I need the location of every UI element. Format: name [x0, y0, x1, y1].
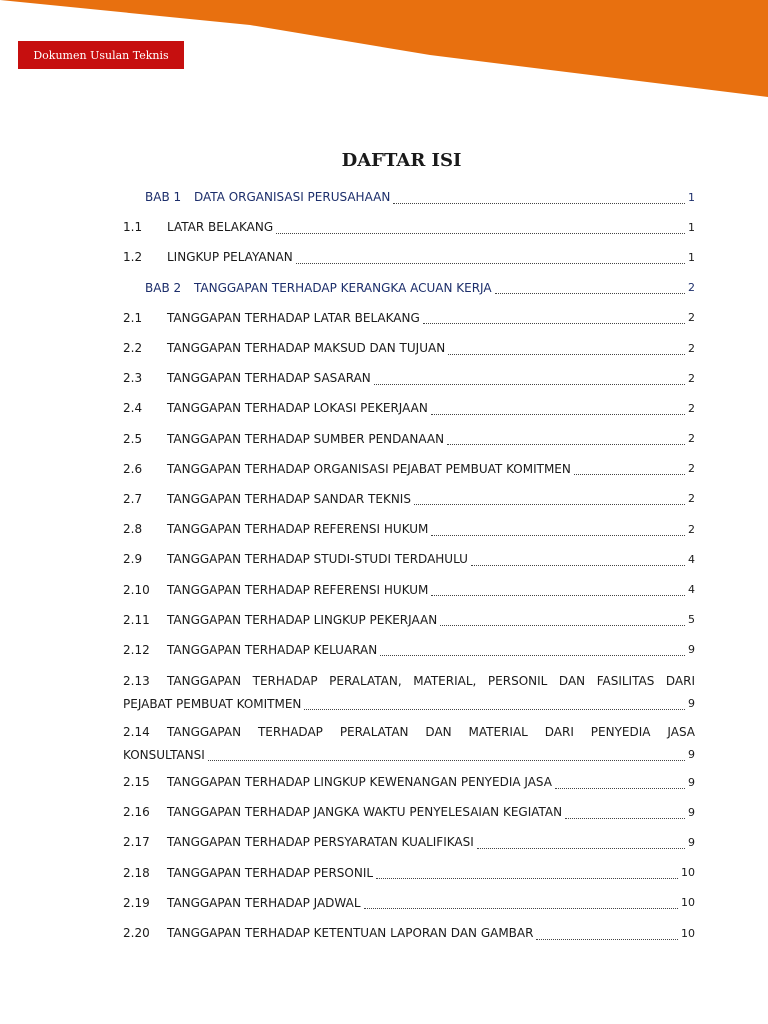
toc-entry-title: LINGKUP PELAYANAN	[167, 250, 293, 265]
toc-entry-title: TANGGAPAN TERHADAP LINGKUP PEKERJAAN	[167, 612, 438, 627]
dot-leader	[471, 555, 685, 566]
page-title: DAFTAR ISI	[341, 150, 462, 171]
toc-entry-title: TANGGAPAN TERHADAP JADWAL	[167, 895, 361, 910]
toc-entry[interactable]	[123, 605, 695, 635]
toc-entry-number: 2.3	[123, 371, 143, 386]
toc-entry-title: TANGGAPAN TERHADAP LOKASI PEKERJAAN	[167, 401, 428, 416]
toc-page-number: 2	[688, 341, 695, 355]
toc-entry-number: 2.11	[123, 612, 150, 627]
dot-leader	[565, 808, 685, 819]
dot-leader	[414, 494, 685, 505]
toc-entry[interactable]	[123, 303, 695, 333]
toc-entry[interactable]	[123, 767, 695, 797]
toc-chapter-entry[interactable]	[123, 182, 695, 212]
dot-leader	[574, 464, 685, 475]
toc-entry-title: TANGGAPAN TERHADAP REFERENSI HUKUM	[167, 582, 429, 597]
toc-page-number: 2	[688, 281, 695, 295]
toc-page-number: 2	[688, 401, 695, 415]
toc-entry-number: 1.2	[123, 250, 143, 265]
toc-entry[interactable]	[123, 454, 695, 484]
toc-entry-title-continued: KONSULTANSI	[123, 747, 205, 762]
toc-entry-title: TANGGAPAN TERHADAP PERALATAN DAN MATERIAL DARI PENYEDIA JASA	[167, 724, 695, 739]
toc-page-number: 9	[688, 643, 695, 657]
toc-page-number: 9	[688, 697, 695, 710]
dot-leader	[555, 778, 685, 789]
dot-leader	[536, 929, 678, 940]
toc-entry-number: 2.17	[123, 835, 150, 850]
dot-leader	[431, 404, 685, 415]
dot-leader	[431, 525, 685, 536]
toc-entry-number: 2.19	[123, 895, 150, 910]
toc-entry[interactable]	[123, 242, 695, 272]
toc-entry-line	[123, 692, 695, 715]
toc-page-number: 10	[681, 926, 695, 940]
toc-page-number: 2	[688, 522, 695, 536]
toc-entry-title: TANGGAPAN TERHADAP LATAR BELAKANG	[167, 310, 420, 325]
toc-entry-title: TANGGAPAN TERHADAP REFERENSI HUKUM	[167, 522, 429, 537]
toc-entry[interactable]	[123, 333, 695, 363]
toc-entry-title: TANGGAPAN TERHADAP KERANGKA ACUAN KERJA	[194, 280, 492, 295]
toc-entry[interactable]	[123, 484, 695, 514]
toc-entry[interactable]	[123, 858, 695, 888]
toc-page-number: 4	[688, 552, 695, 566]
dot-leader	[423, 313, 685, 324]
toc-entry[interactable]	[123, 544, 695, 574]
toc-entry[interactable]	[123, 212, 695, 242]
toc-entry-number: 2.7	[123, 491, 143, 506]
dot-leader	[296, 253, 685, 264]
toc-entry[interactable]	[123, 363, 695, 393]
toc-entry-number: 2.12	[123, 642, 150, 657]
toc-entry-number: 2.8	[123, 522, 143, 537]
toc-page-number: 2	[688, 311, 695, 325]
toc-entry-number: 2.20	[123, 926, 150, 941]
toc-entry-title: TANGGAPAN TERHADAP LINGKUP KEWENANGAN PENYEDIA JASA	[167, 775, 552, 790]
toc-entry-line	[123, 669, 695, 692]
toc-page-number: 9	[688, 775, 695, 789]
toc-entry-number: 1.1	[123, 220, 143, 235]
toc-entry-number: 2.13	[123, 673, 150, 688]
toc-page-number: 9	[688, 805, 695, 819]
toc-page-number: 2	[688, 462, 695, 476]
toc-entry-title: DATA ORGANISASI PERUSAHAAN	[194, 190, 391, 205]
dot-leader	[440, 615, 685, 626]
toc-entry-title: TANGGAPAN TERHADAP JANGKA WAKTU PENYELESAIAN KEGIATAN	[167, 805, 563, 820]
toc-entry[interactable]	[123, 424, 695, 454]
table-of-contents	[123, 182, 695, 948]
toc-entry-title: TANGGAPAN TERHADAP KELUARAN	[167, 642, 378, 657]
toc-page-number: 4	[688, 583, 695, 597]
toc-entry-number: 2.2	[123, 341, 143, 356]
dot-leader	[364, 898, 678, 909]
toc-page-number: 5	[688, 613, 695, 627]
toc-entry-line	[123, 720, 695, 743]
toc-entry-number: 2.18	[123, 865, 150, 880]
toc-page-number: 2	[688, 371, 695, 385]
document-tag: Dokumen Usulan Teknis	[18, 41, 184, 69]
dot-leader	[374, 374, 685, 385]
toc-entry-number: 2.16	[123, 805, 150, 820]
toc-page-number: 2	[688, 432, 695, 446]
dot-leader	[495, 283, 685, 294]
toc-entry-title: TANGGAPAN TERHADAP PERSONIL	[167, 865, 374, 880]
toc-entry[interactable]	[123, 888, 695, 918]
toc-entry[interactable]	[123, 635, 695, 665]
toc-page-number: 2	[688, 492, 695, 506]
toc-page-number: 1	[688, 250, 695, 264]
toc-page-number: 1	[688, 190, 695, 204]
toc-entry[interactable]	[123, 393, 695, 423]
toc-page-number: 10	[681, 896, 695, 910]
toc-entry-title: TANGGAPAN TERHADAP ORGANISASI PEJABAT PEMBUAT KOMITMEN	[167, 461, 571, 476]
toc-entry-title: TANGGAPAN TERHADAP KETENTUAN LAPORAN DAN GAMBAR	[167, 926, 534, 941]
toc-entry-number: 2.6	[123, 461, 143, 476]
toc-entry-title: TANGGAPAN TERHADAP PERALATAN, MATERIAL, PERSONIL DAN FASILITAS DARI	[167, 673, 695, 688]
toc-entry[interactable]	[123, 797, 695, 827]
toc-entry[interactable]	[123, 665, 695, 716]
toc-chapter-entry[interactable]	[123, 273, 695, 303]
dot-leader	[380, 645, 685, 656]
toc-entry-number: 2.9	[123, 552, 143, 567]
dot-leader	[376, 868, 678, 879]
toc-entry-number: BAB 1	[145, 190, 182, 205]
toc-entry-title: TANGGAPAN TERHADAP SUMBER PENDANAAN	[167, 431, 445, 446]
toc-entry-title: TANGGAPAN TERHADAP PERSYARATAN KUALIFIKASI	[167, 835, 474, 850]
dot-leader	[477, 838, 685, 849]
toc-entry-number: 2.15	[123, 775, 150, 790]
toc-entry[interactable]	[123, 514, 695, 544]
toc-entry-title: LATAR BELAKANG	[167, 220, 274, 235]
dot-leader	[276, 223, 685, 234]
toc-entry-title-continued: PEJABAT PEMBUAT KOMITMEN	[123, 696, 302, 711]
toc-page-number: 9	[688, 835, 695, 849]
toc-entry-line	[123, 743, 695, 766]
toc-entry-number: 2.5	[123, 431, 143, 446]
toc-entry[interactable]	[123, 574, 695, 604]
toc-entry[interactable]	[123, 827, 695, 857]
toc-entry-number: 2.1	[123, 310, 143, 325]
dot-leader	[448, 344, 685, 355]
toc-entry-number: 2.14	[123, 724, 150, 739]
toc-page-number: 10	[681, 866, 695, 880]
toc-entry-number: 2.4	[123, 401, 143, 416]
toc-entry[interactable]	[123, 918, 695, 948]
toc-entry-title: TANGGAPAN TERHADAP SANDAR TEKNIS	[167, 491, 411, 506]
toc-entry-title: TANGGAPAN TERHADAP STUDI-STUDI TERDAHULU	[167, 552, 468, 567]
toc-entry-title: TANGGAPAN TERHADAP SASARAN	[167, 371, 371, 386]
toc-page-number: 1	[688, 220, 695, 234]
toc-entry-number: BAB 2	[145, 280, 182, 295]
dot-leader	[447, 434, 685, 445]
toc-entry-title: TANGGAPAN TERHADAP MAKSUD DAN TUJUAN	[167, 341, 446, 356]
toc-entry[interactable]	[123, 716, 695, 767]
dot-leader	[431, 585, 685, 596]
toc-entry-number: 2.10	[123, 582, 150, 597]
dot-leader	[393, 193, 685, 204]
toc-page-number: 9	[688, 748, 695, 761]
dot-leader	[304, 699, 685, 710]
dot-leader	[208, 750, 685, 761]
